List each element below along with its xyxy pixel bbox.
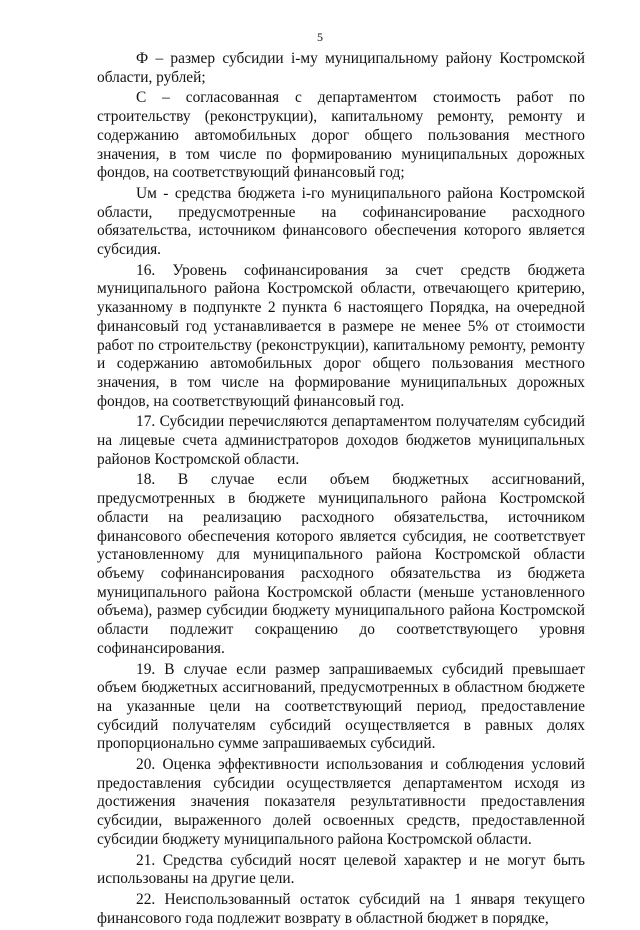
page-number: 5 <box>317 30 323 44</box>
paragraph-17: 17. Субсидии перечисляются департаментом получателям субсидий на лицевые счета администраторов доходов бюджетов муниципальных районов Костромской области. <box>97 413 585 468</box>
paragraph-definition-c: С – согласованная с департаментом стоимость работ по строительству (реконструкции), капитальному ремонту, ремонту и содержанию автомобильных дорог общего пользования местного значения, в том числе по формированию муниципальных дорожных фондов, на соответствующий финансовый год; <box>97 89 585 182</box>
paragraph-22: 22. Неиспользованный остаток субсидий на 1 января текущего финансового года подлежит возврату в областной бюджет в порядке, <box>97 890 585 927</box>
paragraph-definition-um: Uм - средства бюджета i-го муниципального района Костромской области, предусмотренные на софинансирование расходного обязательства, источником финансового обеспечения которого является субсидия. <box>97 184 585 259</box>
paragraph-18: 18. В случае если объем бюджетных ассигнований, предусмотренных в бюджете муниципального района Костромской области на реализацию расходного обязательства, источником финансового обеспечения которого является субсидия, не соответствует установленному для муниципального района Костромской области объему софинансирования расходного обязательства из бюджета муниципального района Костромской области (меньше установленного объема), размер субсидии бюджету муниципального района Костромской области подлежит сокращению до соответствующего уровня софинансирования. <box>97 471 585 657</box>
paragraph-definition-f: Ф – размер субсидии i-му муниципальному району Костромской области, рублей; <box>97 50 585 86</box>
paragraph-16: 16. Уровень софинансирования за счет средств бюджета муниципального района Костромской области, отвечающего критерию, указанному в подпункте 2 пункта 6 настоящего Порядка, на очередной финансовый год устанавливается в размере не менее 5% от стоимости работ по строительству (реконструкции), капитальному ремонту, ремонту и содержанию автомобильных дорог общего пользования местного значения, в том числе на формирование муниципальных дорожных фондов, на соответствующий финансовый год. <box>97 261 585 410</box>
paragraph-21: 21. Средства субсидий носят целевой характер и не могут быть использованы на другие цели. <box>97 851 585 888</box>
paragraph-19: 19. В случае если размер запрашиваемых субсидий превышает объем бюджетных ассигнований, предусмотренных в областном бюджете на указанные цели на соответствующий период, предоставление субсидий получателям субсидий осуществляется в равных долях пропорционально сумме запрашиваемых субсидий. <box>97 660 585 753</box>
paragraph-20: 20. Оценка эффективности использования и соблюдения условий предоставления субсидии осуществляется департаментом исходя из достижения значения показателя результативности предоставления субсидии, выраженного долей освоенных средств, предоставленной субсидии бюджету муниципального района Костромской области. <box>97 756 585 848</box>
document-body <box>97 50 585 930</box>
